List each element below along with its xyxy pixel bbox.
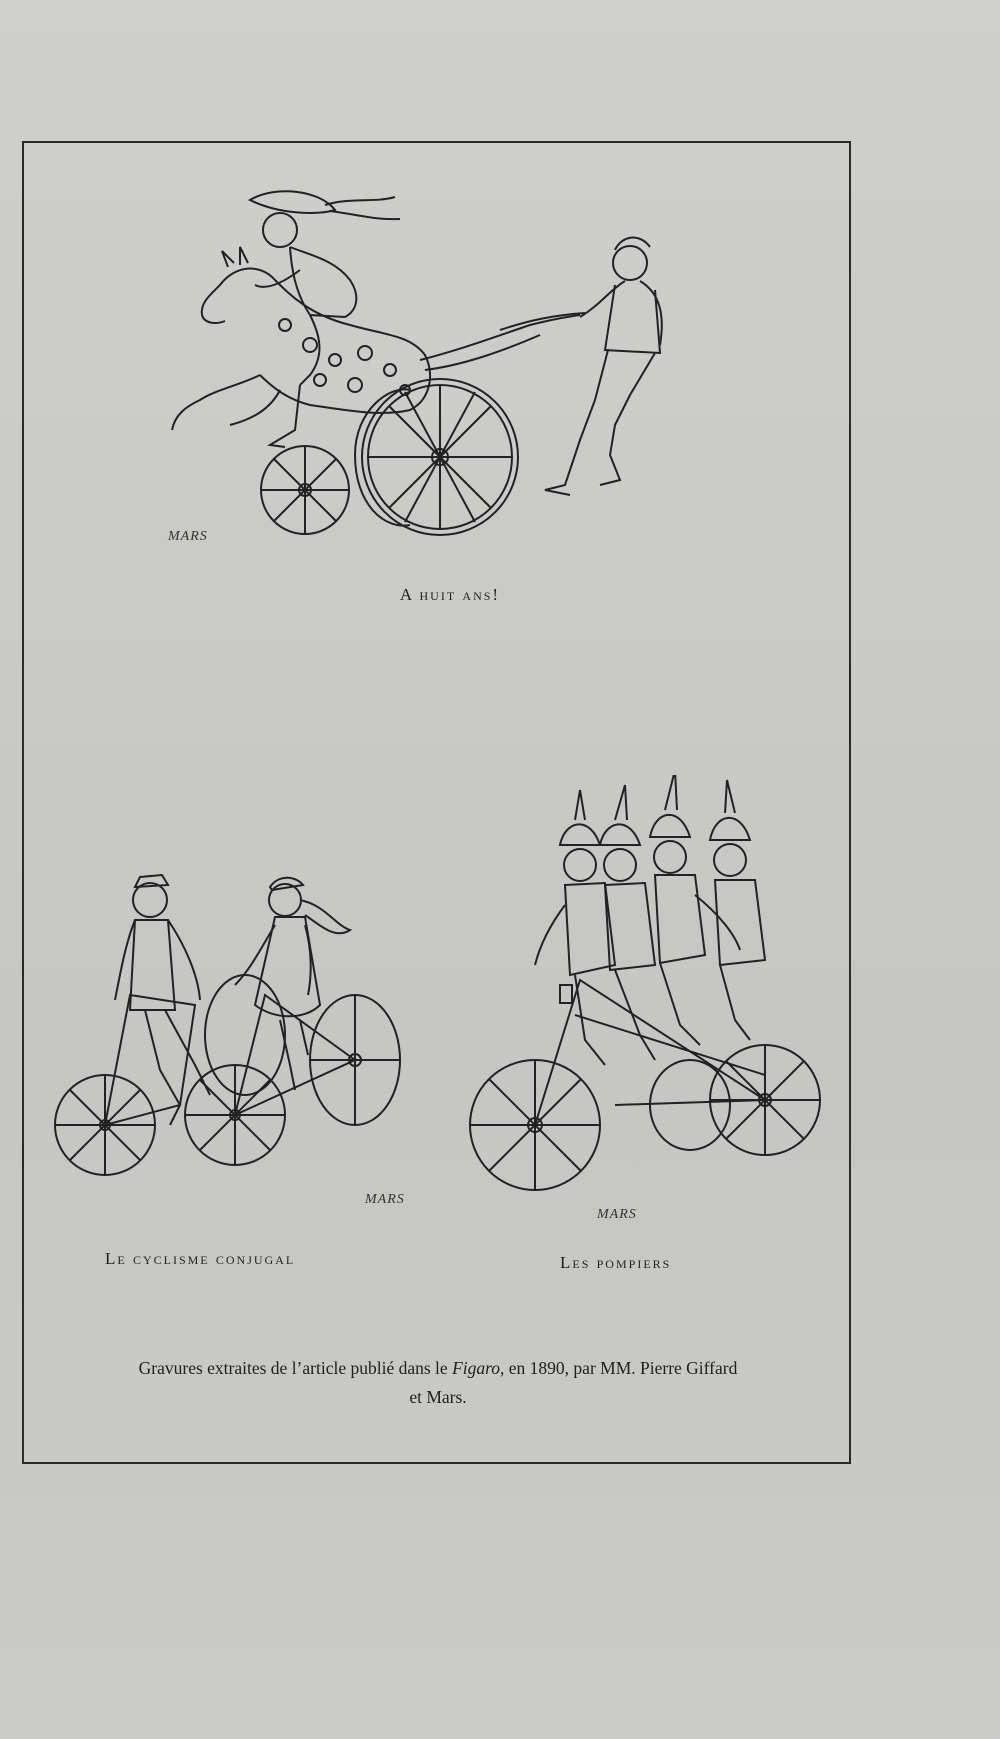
legend-line-1 [48, 1354, 828, 1383]
firemen-tandem-drawing [465, 775, 825, 1210]
illustration-cyclisme-conjugal [50, 855, 455, 1210]
caption-bottom-right [560, 1253, 760, 1273]
legend-text-end: , en 1890, par MM. Pierre Giffard [500, 1358, 738, 1378]
hobby-horse-drawing [160, 185, 720, 545]
caption-top [300, 585, 600, 605]
illustration-pompiers [465, 775, 825, 1210]
illustration-child-hobby-horse [160, 185, 720, 545]
caption-bottom-left [105, 1249, 405, 1269]
artist-signature-bottom-right: MARS [597, 1207, 637, 1222]
figure-legend [48, 1354, 828, 1412]
legend-text-start: Gravures extraites de l’article publié dans le [138, 1358, 453, 1378]
artist-signature-top: MARS [168, 529, 208, 544]
artist-signature-bottom-left: MARS [365, 1192, 405, 1207]
caption-cyclisme-conjugal: Le cyclisme conjugal [105, 1249, 296, 1268]
caption-les-pompiers: Les pompiers [560, 1253, 672, 1272]
legend-figaro: Figaro [452, 1358, 501, 1378]
legend-line-2: et Mars. [409, 1387, 467, 1407]
caption-a-huit-ans: A huit ans! [399, 585, 501, 604]
couple-cycling-drawing [50, 855, 455, 1210]
